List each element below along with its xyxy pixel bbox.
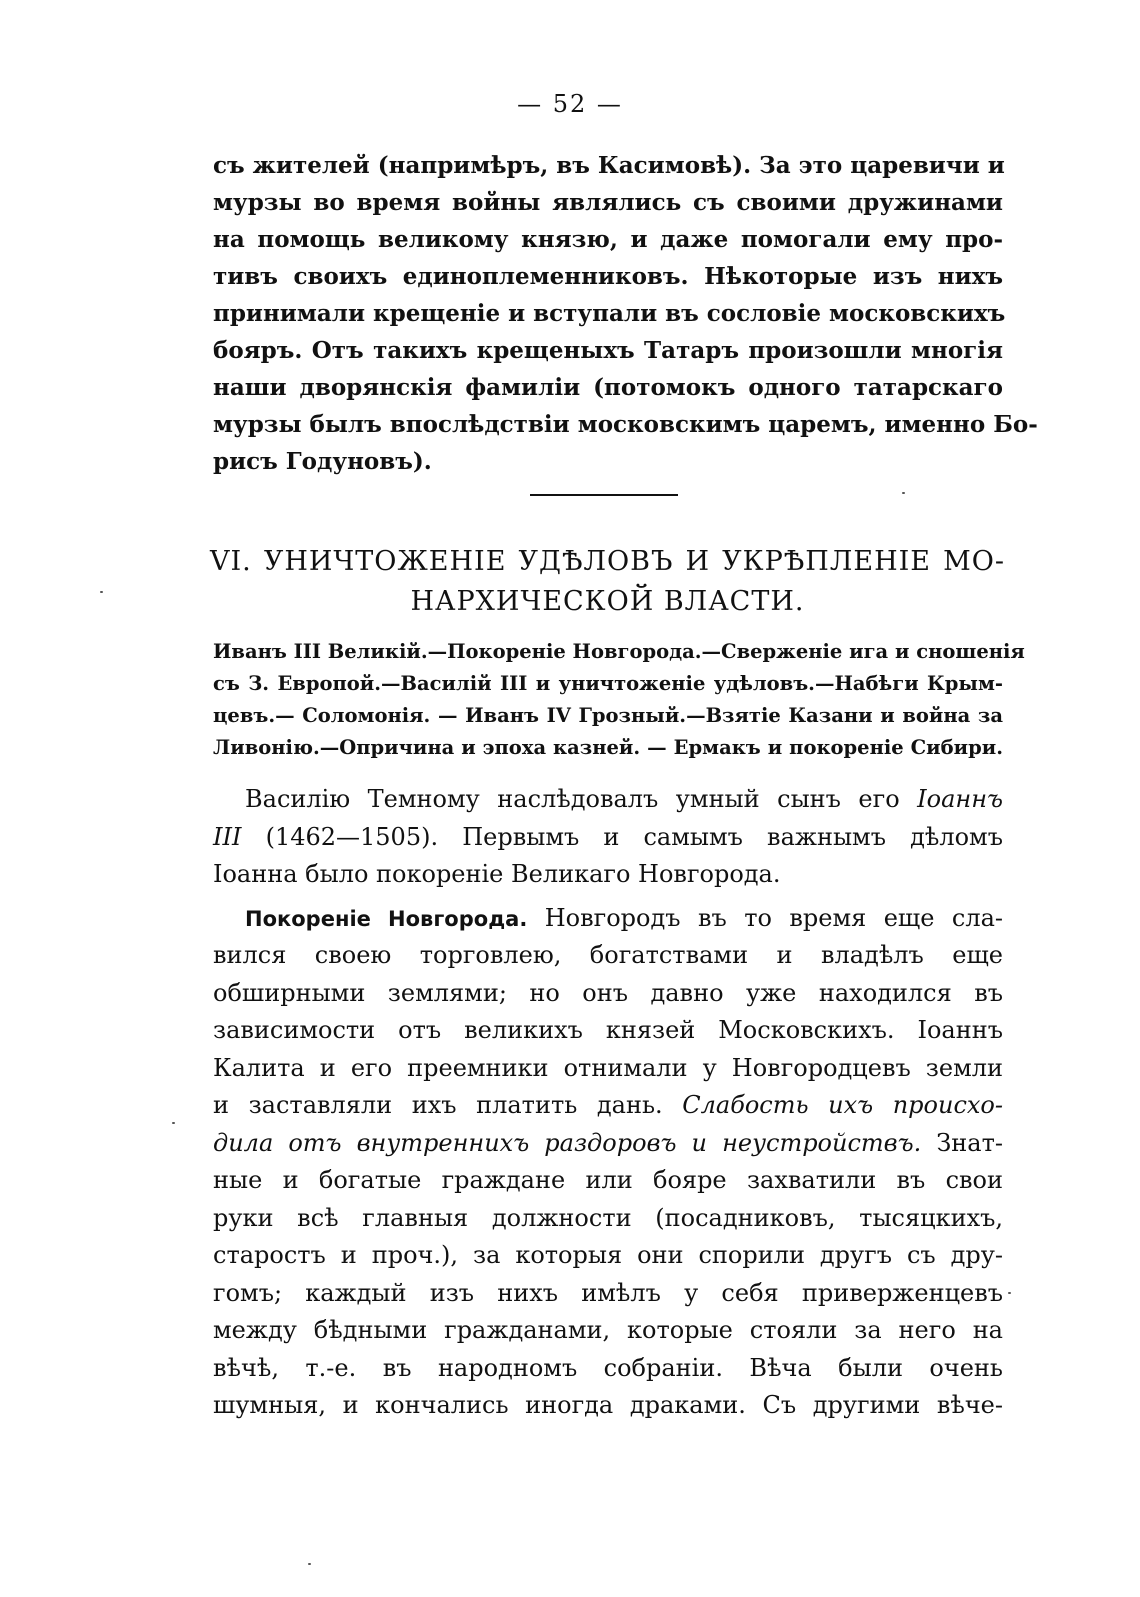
scan-speck	[308, 1563, 311, 1565]
italic-run: Іоаннъ	[917, 785, 1003, 813]
scan-speck	[172, 1122, 175, 1124]
text-line: зависимости отъ великихъ князей Московскихъ. Іоаннъ	[213, 1016, 1003, 1044]
top-paragraph	[213, 147, 1038, 480]
text-run: Новгородъ въ то время еще сла-	[544, 903, 1003, 932]
italic-run: Слабость ихъ происхо-	[682, 1091, 1003, 1119]
italic-run: дила отъ внутреннихъ раздоровъ и неустройствъ.	[213, 1128, 922, 1157]
text-line: обширными землями; но онъ давно уже находился въ	[213, 978, 1003, 1007]
text-line: старостъ и проч.), за которыя они спорили другъ съ дру-	[213, 1241, 1003, 1269]
text-line: принимали крещеніе и вступали въ сословіе московскихъ	[213, 300, 1006, 327]
run-in-heading: Покореніе Новгорода.	[245, 906, 528, 931]
chapter-title	[210, 542, 1005, 622]
summary-line: Иванъ III Великій.—Покореніе Новгорода.—Сверженіе ига и сношенія	[213, 640, 1025, 663]
text-line: гомъ; каждый изъ нихъ имѣлъ у себя приверженцевъ	[213, 1278, 1003, 1307]
section-divider	[530, 494, 678, 496]
text-line	[213, 819, 1003, 857]
text-line	[213, 1125, 1003, 1163]
text-line: вился своею торговлею, богатствами и владѣлъ еще	[213, 941, 1003, 969]
text-line: бояръ. Отъ такихъ крещеныхъ Татаръ произошли многія	[213, 337, 1003, 364]
text-line: шумныя, и кончались иногда драками. Съ другими вѣче-	[213, 1391, 1003, 1419]
text-run: (1462—1505). Первымъ и самымъ важнымъ дѣломъ	[265, 822, 1003, 851]
chapter-title-line-2: НАРХИЧЕСКОЙ ВЛАСТИ.	[410, 586, 805, 617]
chapter-summary	[213, 636, 1025, 764]
scan-speck	[100, 591, 103, 593]
text-line	[213, 781, 1003, 819]
text-line: вѣчѣ, т.-е. въ народномъ собраніи. Вѣча были очень	[213, 1353, 1003, 1382]
summary-line: съ З. Европой.—Василій III и уничтоженіе удѣловъ.—Набѣги Крым-	[213, 672, 1003, 695]
text-line: наши дворянскія фамиліи (потомокъ одного татарскаго	[213, 374, 1003, 401]
text-run: Знат-	[936, 1128, 1003, 1157]
text-run: Василію Темному наслѣдовалъ умный сынъ его	[245, 785, 900, 813]
text-line: руки всѣ главныя должности (посадниковъ, тысяцкихъ,	[213, 1203, 1003, 1232]
text-line: мурзы во время войны являлись съ своими дружинами	[213, 189, 1003, 216]
scan-speck	[1008, 1292, 1011, 1294]
text-line: Калита и его преемники отнимали у Новгородцевъ земли	[213, 1053, 1003, 1082]
scan-speck	[902, 492, 905, 494]
text-line	[213, 1087, 1003, 1125]
text-line: мурзы былъ впослѣдствіи московскимъ царемъ, именно Бо-	[213, 411, 1038, 438]
summary-line: цевъ.— Соломонія. — Иванъ IV Грозный.—Взятіе Казани и война за	[213, 704, 1003, 727]
text-line: рисъ Годуновъ).	[213, 448, 432, 475]
page-number: — 52 —	[517, 90, 623, 118]
text-line: ные и богатые граждане или бояре захватили въ свои	[213, 1166, 1003, 1194]
text-run: и заставляли ихъ платить дань.	[213, 1091, 663, 1119]
text-line: тивъ своихъ единоплеменниковъ. Нѣкоторые изъ нихъ	[213, 263, 1003, 290]
text-line: съ жителей (напримѣръ, въ Касимовѣ). За это царевичи и	[213, 152, 1005, 179]
chapter-title-line-1: VI. УНИЧТОЖЕНІЕ УДѢЛОВЪ И УКРѢПЛЕНІЕ МО-	[210, 546, 1005, 577]
body-text	[213, 781, 1003, 1425]
text-line: между бѣдными гражданами, которые стояли за него на	[213, 1316, 1003, 1344]
summary-line: Ливонію.—Опричина и эпоха казней. — Ермакъ и покореніе Сибири.	[213, 736, 1003, 759]
text-line: Іоанна было покореніе Великаго Новгорода.	[213, 860, 781, 888]
text-line: на помощь великому князю, и даже помогали ему про-	[213, 226, 1003, 253]
italic-run: III	[213, 822, 242, 851]
text-line	[213, 900, 1003, 938]
